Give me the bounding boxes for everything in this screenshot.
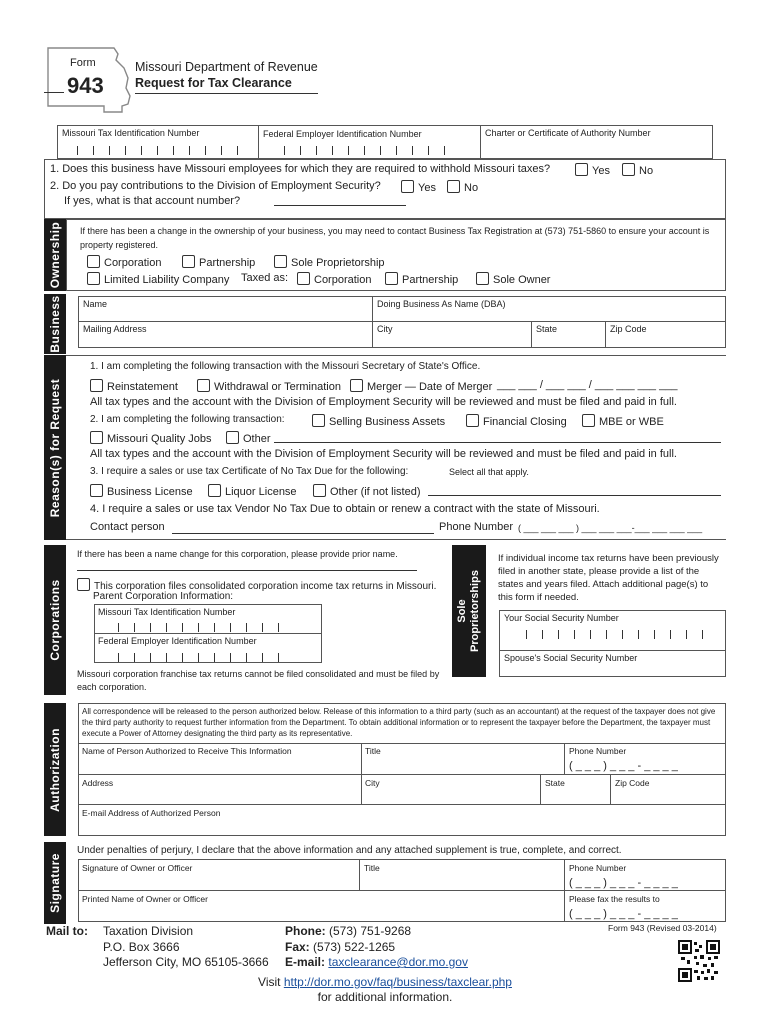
authorized-name-label[interactable]: Name of Person Authorized to Receive This Information [82,746,292,756]
ssn-field[interactable] [526,630,706,639]
perjury-statement: Under penalties of perjury, I declare that the above information and any attached supplement is true, complete, and correct. [77,845,622,856]
q2-yes-option[interactable]: Yes [401,180,436,194]
owner-title-label[interactable]: Title [364,863,380,873]
ownership-corporation-checkbox[interactable] [87,255,100,268]
authorized-email-label[interactable]: E-mail Address of Authorized Person [82,808,221,818]
consolidated-option[interactable]: This corporation files consolidated corporation income tax returns in Missouri. [77,578,436,592]
franchise-note: Missouri corporation franchise tax returns cannot be filed consolidated and must be filed by each corporation. [77,669,440,692]
withdrawal-checkbox[interactable] [197,379,210,392]
email-link[interactable]: taxclearance@dor.mo.gov [328,955,468,969]
ownership-corporation-option[interactable]: Corporation [87,255,161,269]
review-note-2: All tax types and the account with the Division of Employment Security will be reviewed and must be filed and paid in full. [90,448,677,460]
taxed-corporation-option[interactable]: Corporation [297,272,371,286]
owner-phone-field[interactable]: ( _ _ _ ) _ _ _ - _ _ _ _ [569,877,678,889]
sole-prop-section-label: Sole Proprietorships [452,545,486,677]
parent-fein-label: Federal Employer Identification Number [98,636,257,646]
selling-assets-option[interactable]: Selling Business Assets [312,414,445,428]
question-2: 2. Do you pay contributions to the Division of Employment Security? [50,180,381,192]
taxed-partnership-checkbox[interactable] [385,272,398,285]
mo-tax-id-field[interactable] [77,146,239,155]
fein-field[interactable] [284,146,446,155]
withdrawal-option[interactable]: Withdrawal or Termination [197,379,341,393]
other-not-listed-field[interactable] [428,483,721,496]
authorized-city-label[interactable]: City [365,778,380,788]
ownership-partnership-checkbox[interactable] [182,255,195,268]
reasons-section-label: Reason(s) for Request [44,355,66,540]
ownership-section-label: Ownership [44,219,66,291]
contact-phone-field[interactable]: ( ___ ___ ___ ) ___ ___ ___-___ ___ ___ ___ [518,523,703,533]
taxed-sole-owner-option[interactable]: Sole Owner [476,272,550,286]
mailing-address-label[interactable]: Mailing Address [83,324,147,334]
ownership-llc-checkbox[interactable] [87,272,100,285]
reason-3-text: 3. I require a sales or use tax Certificate of No Tax Due for the following: [90,466,409,477]
merger-option[interactable]: Merger — Date of Merger [350,379,492,393]
contact-person-label: Contact person [90,521,165,533]
quality-jobs-checkbox[interactable] [90,431,103,444]
other-field[interactable] [274,430,721,443]
reason-2-text: 2. I am completing the following transaction: [90,414,285,425]
fein-label: Federal Employer Identification Number [263,129,422,139]
ssn-label: Your Social Security Number [504,613,619,623]
taxed-sole-owner-checkbox[interactable] [476,272,489,285]
mail-address: Taxation Division P.O. Box 3666 Jefferson City, MO 65105-3666 [103,924,269,969]
other-not-listed-option[interactable]: Other (if not listed) [313,484,420,498]
business-license-option[interactable]: Business License [90,484,193,498]
parent-info-label: Parent Corporation Information: [93,591,234,602]
form-title: Request for Tax Clearance [135,76,292,90]
reinstatement-checkbox[interactable] [90,379,103,392]
business-zip-label[interactable]: Zip Code [610,324,647,334]
q2-no-checkbox[interactable] [447,180,460,193]
business-license-checkbox[interactable] [90,484,103,497]
prior-name-field[interactable] [77,558,417,571]
authorized-phone-field[interactable]: ( _ _ _ ) _ _ _ - _ _ _ _ [569,760,678,772]
spouse-ssn-label: Spouse's Social Security Number [504,653,638,663]
form-number: 943 [67,73,104,98]
owner-phone-label: Phone Number [569,863,627,873]
other-checkbox[interactable] [226,431,239,444]
business-state-label[interactable]: State [536,324,558,334]
contact-person-field[interactable] [172,521,434,534]
form-revision: Form 943 (Revised 03-2014) [608,923,717,933]
consolidated-checkbox[interactable] [77,578,90,591]
visit-website: Visit http://dor.mo.gov/faq/business/taxclear.php for additional information. [258,975,512,1004]
merger-checkbox[interactable] [350,379,363,392]
printed-name-label[interactable]: Printed Name of Owner or Officer [82,894,208,904]
select-all-note: Select all that apply. [449,467,529,477]
taxed-corporation-checkbox[interactable] [297,272,310,285]
selling-assets-checkbox[interactable] [312,414,325,427]
q1-yes-option[interactable]: Yes [575,163,610,177]
parent-mo-tax-field[interactable] [118,623,288,632]
business-name-label[interactable]: Name [83,299,108,309]
contact-phone-label: Phone Number [439,521,513,533]
mo-tax-id-label: Missouri Tax Identification Number [62,128,200,138]
taxclear-url-link[interactable]: http://dor.mo.gov/faq/business/taxclear.php [283,975,512,989]
taxed-as-label: Taxed as: [241,272,289,284]
ownership-partnership-option[interactable]: Partnership [182,255,255,269]
fax-results-label: Please fax the results to [569,894,660,904]
mbe-wbe-option[interactable]: MBE or WBE [582,414,664,428]
merger-date-field[interactable]: ___ ___ / ___ ___ / ___ ___ ___ ___ [497,379,678,391]
name-change-note: If there has been a name change for this corporation, please provide prior name. [77,549,398,559]
agency-name: Missouri Department of Revenue [135,60,318,74]
authorized-phone-label: Phone Number [569,746,627,756]
question-2b: If yes, what is that account number? [64,195,241,207]
reason-4-text: 4. I require a sales or use tax Vendor No Tax Due to obtain or renew a contract with the state of Missouri. [90,503,600,515]
liquor-license-option[interactable]: Liquor License [208,484,297,498]
ownership-llc-option[interactable]: Limited Liability Company [87,272,229,286]
financial-closing-option[interactable]: Financial Closing [466,414,567,428]
ownership-sole-checkbox[interactable] [274,255,287,268]
owner-signature-label[interactable]: Signature of Owner or Officer [82,863,193,873]
question-1: 1. Does this business have Missouri employees for which they are required to withhold Missouri taxes? [50,163,551,175]
q1-no-checkbox[interactable] [622,163,635,176]
signature-section-label: Signature [44,842,66,924]
authorization-section-label: Authorization [44,703,66,836]
other-option[interactable]: Other [226,431,271,445]
other-not-listed-checkbox[interactable] [313,484,326,497]
q1-yes-checkbox[interactable] [575,163,588,176]
ownership-note: If there has been a change in the ownership of your business, you may need to contact Business Tax Registration at (573) 751-5860 to ensure your account is property registered. [80,226,710,250]
business-section-label: Business [44,294,66,354]
mbe-wbe-checkbox[interactable] [582,414,595,427]
reinstatement-option[interactable]: Reinstatement [90,379,178,393]
parent-fein-field[interactable] [118,653,288,662]
fax-results-field[interactable]: ( _ _ _ ) _ _ _ - _ _ _ _ [569,908,678,920]
authorized-title-label[interactable]: Title [365,746,381,756]
business-city-label[interactable]: City [377,324,393,334]
quality-jobs-option[interactable]: Missouri Quality Jobs [90,431,212,445]
review-note-1: All tax types and the account with the Division of Employment Security will be reviewed and must be filed and paid in full. [90,396,677,408]
form-label: Form [70,57,96,69]
parent-mo-tax-label: Missouri Tax Identification Number [98,607,236,617]
q2-no-option[interactable]: No [447,180,478,194]
corporations-section-label: Corporations [44,545,66,695]
account-number-field[interactable] [274,192,406,206]
financial-closing-checkbox[interactable] [466,414,479,427]
mail-to-label: Mail to: [46,924,88,938]
authorization-note: All correspondence will be released to the person authorized below. Release of this information to a third party (such as an accountant) at the request of the taxpayer does not give the third party authority to request further information from the Department. To obtain additional information or to represent the taxpayer before the Department, the taxpayer must execute a Power of Attorney designating the third party as its representative. [82,707,716,738]
sole-prop-note: If individual income tax returns have been previously filed in another state, please provide a list of the states and years filed. Attach additional page(s) to this form if needed. [498,553,719,603]
authorized-address-label[interactable]: Address [82,778,114,788]
q1-no-option[interactable]: No [622,163,653,177]
authorized-zip-label[interactable]: Zip Code [615,778,650,788]
taxed-partnership-option[interactable]: Partnership [385,272,458,286]
authorized-state-label[interactable]: State [545,778,565,788]
contact-info: Phone: (573) 751-9268 Fax: (573) 522-1265 E-mail: taxclearance@dor.mo.gov [285,924,468,969]
charter-label: Charter or Certificate of Authority Number [485,128,651,138]
reason-1-text: 1. I am completing the following transaction with the Missouri Secretary of State's Office. [90,361,481,372]
dba-label[interactable]: Doing Business As Name (DBA) [377,299,506,309]
liquor-license-checkbox[interactable] [208,484,221,497]
ownership-sole-option[interactable]: Sole Proprietorship [274,255,385,269]
